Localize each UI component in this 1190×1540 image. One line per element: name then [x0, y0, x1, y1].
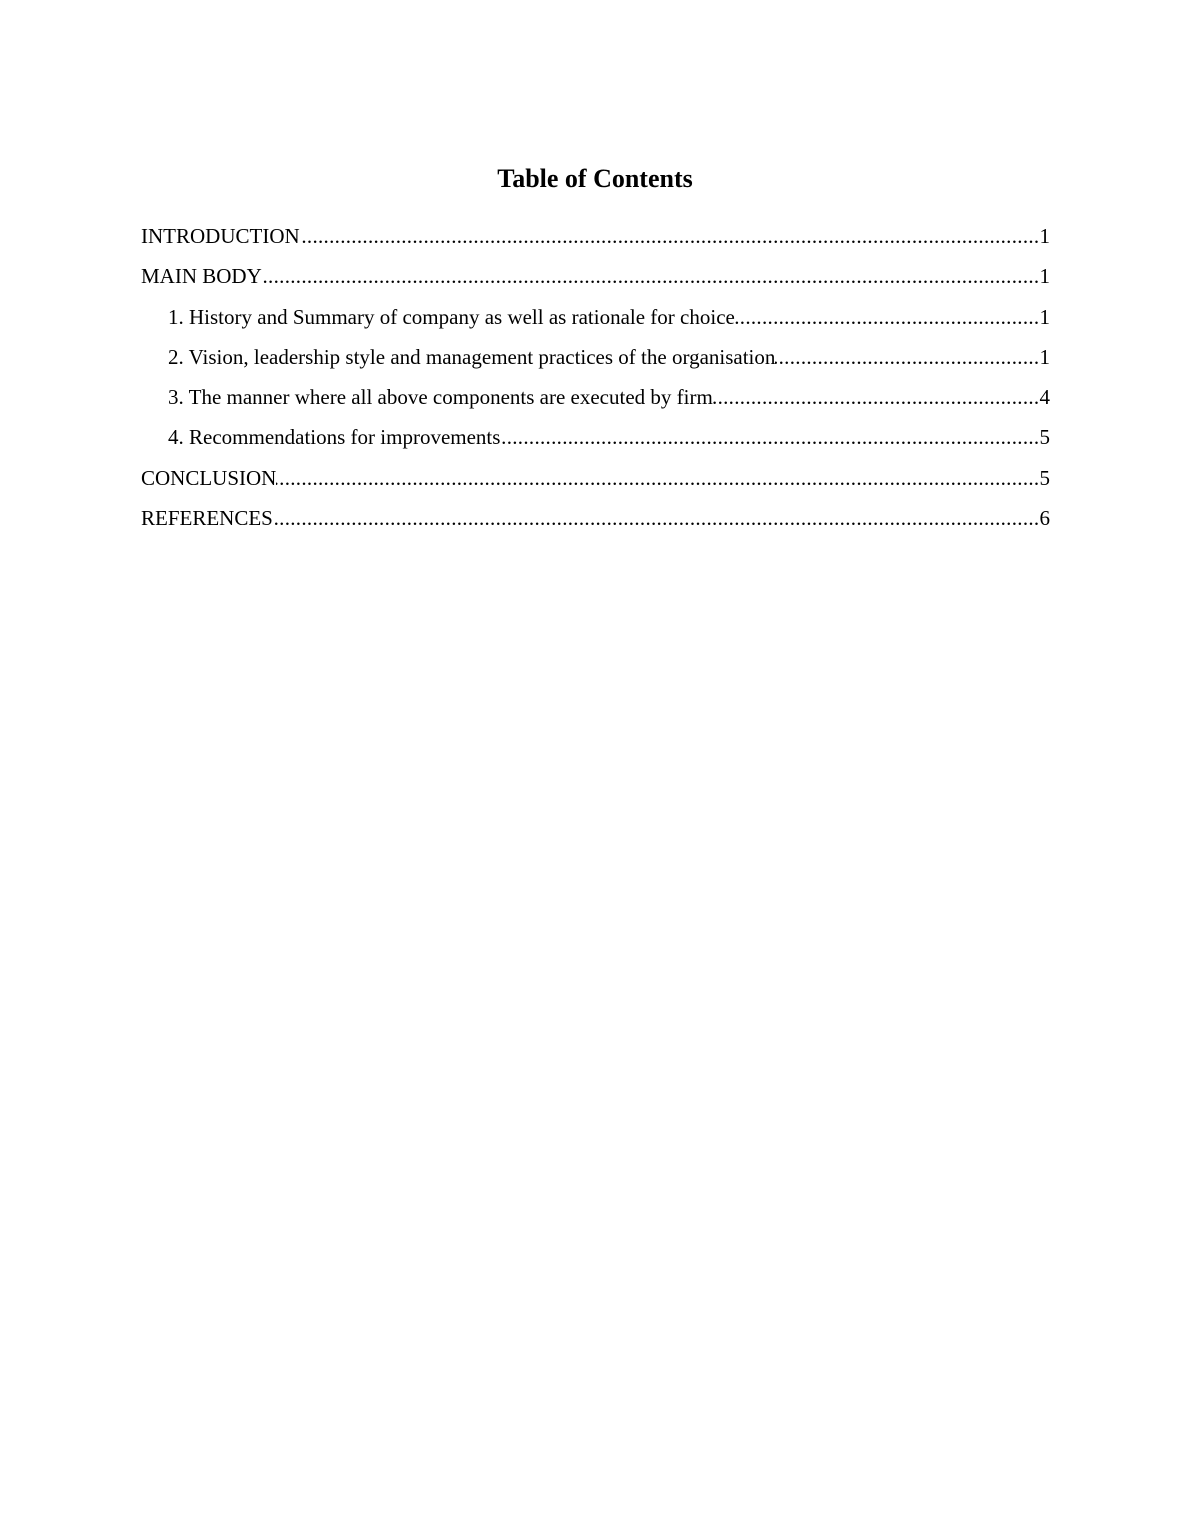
toc-entry-text: 1. History and Summary of company as well as rationale for choice	[168, 304, 735, 329]
toc-entry-main-body[interactable]	[141, 258, 1050, 298]
toc-leader-dots	[300, 218, 1040, 254]
toc-leader-dots	[276, 460, 1039, 496]
toc-entry-text: INTRODUCTION	[141, 224, 300, 248]
toc-page-number: 1	[1039, 264, 1050, 289]
toc-entry-references[interactable]	[141, 500, 1050, 540]
toc-leader-dots	[500, 419, 1039, 455]
toc-leader-dots	[713, 379, 1040, 415]
toc-page-number: 5	[1039, 425, 1050, 450]
toc-entry-introduction[interactable]	[141, 218, 1050, 258]
toc-list	[141, 218, 1050, 540]
toc-entry-recommendations[interactable]	[141, 419, 1050, 459]
toc-page-number: 1	[1039, 224, 1050, 248]
toc-entry-text: 2. Vision, leadership style and management practices of the organisation	[168, 344, 776, 369]
toc-entry-text: CONCLUSION	[141, 465, 277, 490]
toc-leader-dots	[735, 299, 1040, 335]
toc-entry-text: 4. Recommendations for improvements	[168, 425, 501, 450]
toc-entry-text: REFERENCES	[141, 506, 273, 531]
toc-leader-dots	[262, 258, 1040, 294]
toc-entry-conclusion[interactable]	[141, 460, 1050, 500]
toc-page-number: 1	[1039, 304, 1050, 329]
toc-entry-history-summary[interactable]	[141, 299, 1050, 339]
toc-page-number: 1	[1039, 344, 1050, 369]
toc-page-number: 6	[1039, 506, 1050, 531]
toc-page-number: 5	[1039, 465, 1050, 490]
toc-title: Table of Contents	[497, 164, 693, 193]
toc-leader-dots	[775, 339, 1039, 375]
toc-entry-text: MAIN BODY	[141, 264, 262, 289]
toc-page-number: 4	[1039, 385, 1050, 410]
toc-leader-dots	[273, 500, 1040, 536]
toc-entry-text: 3. The manner where all above components are executed by firm	[168, 385, 713, 410]
toc-entry-execution[interactable]	[141, 379, 1050, 419]
toc-entry-vision-leadership[interactable]	[141, 339, 1050, 379]
